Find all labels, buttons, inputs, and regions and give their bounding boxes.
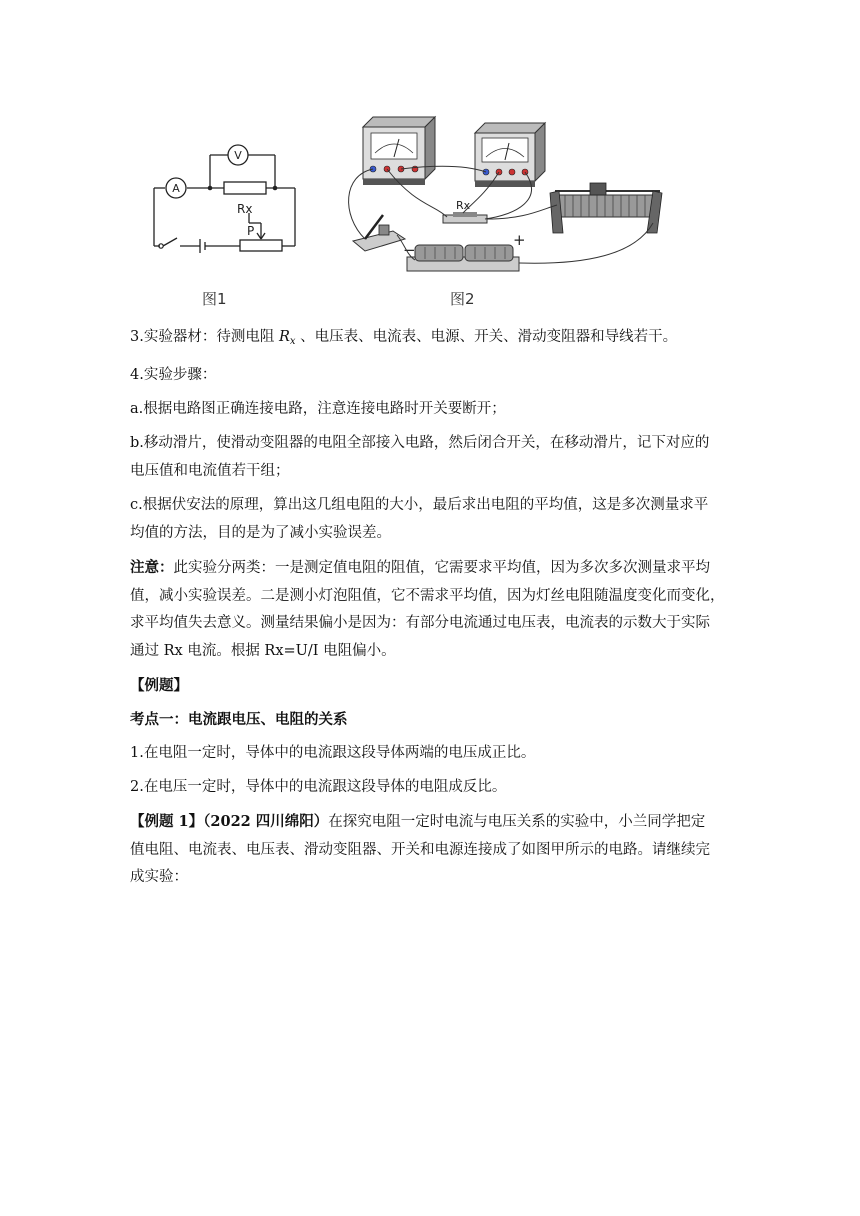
rx-symbol: R xyxy=(278,329,290,345)
step-c: c.根据伏安法的原理，算出这几组电阻的大小，最后求出电阻的平均值，这是多次测量求平 均值的方法，目的是为了减小实验误差。 xyxy=(130,497,709,541)
kaodian1-point1: 1.在电阻一定时，导体中的电流跟这段导体两端的电压成正比。 xyxy=(130,745,536,761)
meter-2 xyxy=(475,123,545,187)
note-label: 注意： xyxy=(130,559,174,576)
rx-subscript: x xyxy=(289,336,296,347)
slider-label: P xyxy=(247,224,255,238)
kaodian1-point2: 2.在电压一定时，导体中的电流跟这段导体的电阻成反比。 xyxy=(130,779,507,795)
minus-label: − xyxy=(403,241,416,259)
ammeter-label: A xyxy=(172,182,180,195)
note-paragraph: 注意：此实验分两类：一是测定值电阻的阻值，它需要求平均值，因为多次多次测量求平均 值，减小实验误差。二是测小灯泡阻值，它不需求平均值，因为灯丝电阻随温度变化而变化， 求平均值失去意义。测量结果偏小是因为：有部分电流通过电压表，电流表的示数大于实际 通过 Rx 电流。根据 Rx=U/I 电阻偏小。 xyxy=(130,559,725,659)
figure-area xyxy=(140,105,700,315)
kaodian1-title: 考点一：电流跟电压、电阻的关系 xyxy=(130,711,348,728)
example-header: 【例题】 xyxy=(130,677,188,694)
example1-label: 【例题 1】 xyxy=(130,813,204,830)
voltmeter-label: V xyxy=(234,149,242,162)
resistor-label-fig2: Rx xyxy=(456,199,471,212)
fig1-caption: 图1 xyxy=(202,290,227,308)
meter-1 xyxy=(363,117,435,185)
text-content xyxy=(130,324,730,899)
step-b: b.移动滑片，使滑动变阻器的电阻全部接入电路，然后闭合开关，在移动滑片，记下对应的 电压值和电流值若干组； xyxy=(130,435,710,479)
example1-source: （2022 四川绵阳） xyxy=(203,813,329,830)
rheostat xyxy=(550,183,662,233)
plus-label: + xyxy=(513,231,526,249)
fig2-caption: 图2 xyxy=(450,290,475,308)
switch xyxy=(353,215,405,251)
section3-materials: 3.实验器材：待测电阻 $R_x$ 、电压表、电流表、电源、开关、滑动变阻器和导线若干。 xyxy=(130,329,678,347)
example1-paragraph: 【例题 1】（2022 四川绵阳）在探究电阻一定时电流与电压关系的实验中，小兰同学把定 值电阻、电流表、电压表、滑动变阻器、开关和电源连接成了如图甲所示的电路。请继续完 成实验： xyxy=(130,813,710,885)
step-a: a.根据电路图正确连接电路，注意连接电路时开关要断开； xyxy=(130,401,506,417)
section4-title: 4.实验步骤： xyxy=(130,367,217,383)
apparatus-illustration-fig2 xyxy=(335,105,725,285)
resistor-label-fig1: Rx xyxy=(237,202,253,216)
battery-box xyxy=(407,245,519,271)
circuit-diagram-fig1 xyxy=(140,135,310,305)
